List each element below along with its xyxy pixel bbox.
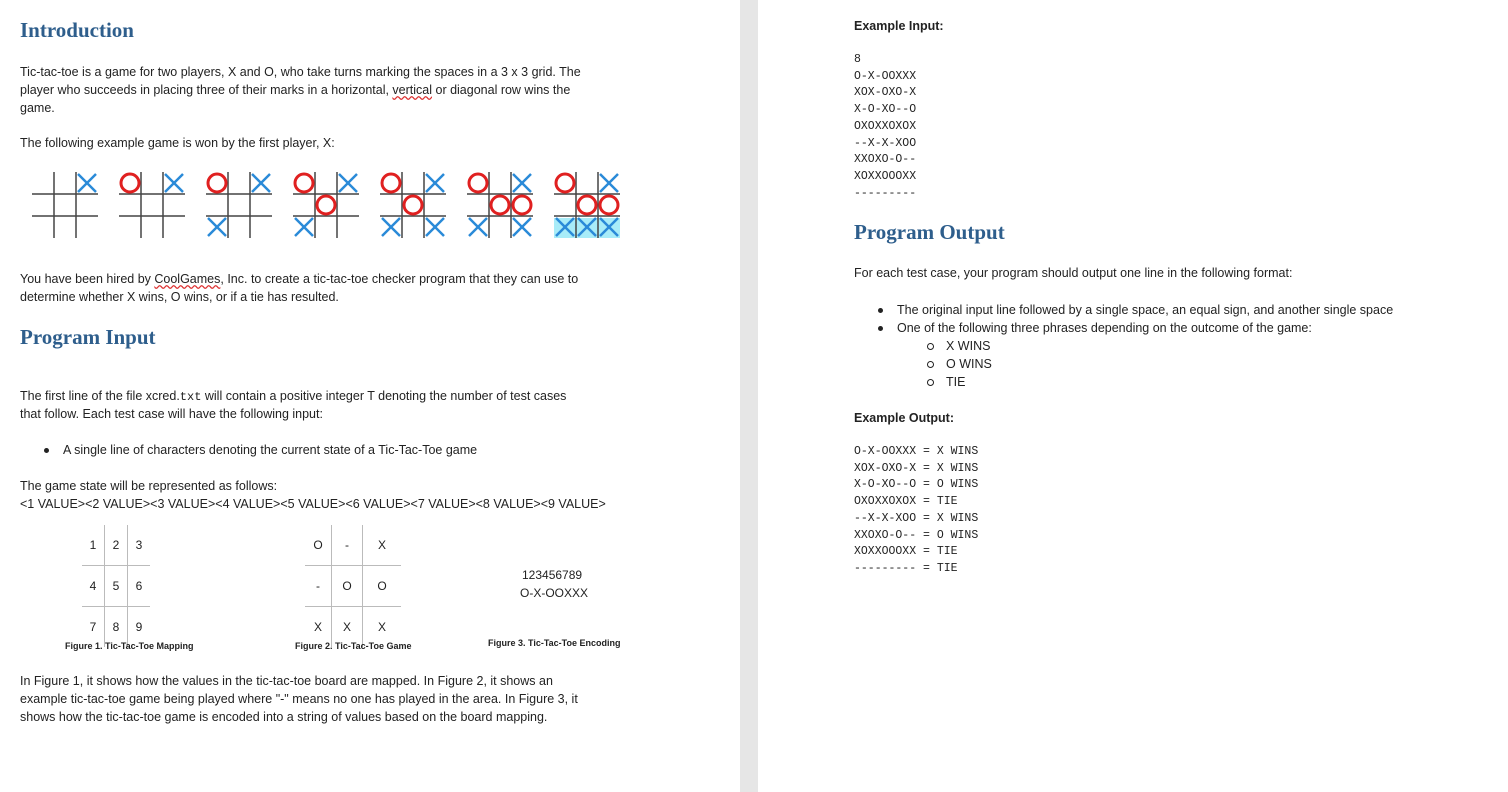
example-input-label: Example Input: (854, 19, 944, 33)
o-mark (469, 174, 487, 192)
example-input-line: 8 (854, 53, 861, 66)
o-mark (121, 174, 139, 192)
output-intro: For each test case, your program should output one line in the following format: (854, 266, 1293, 280)
right-page (758, 0, 1508, 792)
bullet-icon (878, 326, 883, 331)
spelling-flagged-word[interactable]: vertical (392, 83, 433, 97)
o-mark (317, 196, 335, 214)
figure-1-mapping-table (82, 525, 150, 647)
input-bullet-text: A single line of characters denoting the current state of a Tic-Tac-Toe game (63, 443, 478, 457)
output-subbullet (927, 355, 992, 373)
final-paragraph-line-1: In Figure 1, it shows how the values in the tic-tac-toe board are mapped. In Figure 2, it shows an (20, 674, 553, 688)
output-subbullet (927, 337, 990, 355)
example-output-line: --X-X-XOO = X WINS (854, 511, 979, 525)
o-mark (556, 174, 574, 192)
example-input-line: O-X-OOXXX (854, 69, 917, 83)
figure-3-encoding: O-X-OOXXX (520, 586, 589, 600)
example-output-line: XOX-OXO-X = X WINS (854, 461, 979, 475)
fig2-cell: X (332, 607, 363, 648)
fig1-cell: 8 (105, 607, 128, 648)
o-mark (404, 196, 422, 214)
o-mark (513, 196, 531, 214)
input-bullet (44, 441, 477, 459)
output-bullet (878, 301, 1393, 319)
board-4 (293, 172, 359, 238)
fig1-cell: 9 (135, 620, 143, 634)
output-bullet-text: One of the following three phrases depending on the outcome of the game: (897, 321, 1312, 335)
o-mark (578, 196, 596, 214)
example-output-line: XOXXOOOXX = TIE (854, 545, 958, 559)
fig2-cell: X (363, 525, 402, 566)
figure-2-caption: Figure 2. Tic-Tac-Toe Game (295, 641, 412, 651)
left-page (0, 0, 740, 792)
hired-text-part: You have been hired by (20, 272, 155, 286)
hired-paragraph-line-1 (20, 270, 578, 288)
fig1-cell: 7 (82, 607, 105, 648)
page-separator (740, 0, 758, 792)
fig2-cell: X (377, 620, 386, 634)
figure-2-game-table (305, 525, 401, 647)
example-input-line: XXOXO-O-- (854, 153, 917, 167)
fig2-cell: O (363, 566, 402, 607)
example-output-line: OXOXXOXOX = TIE (854, 495, 958, 509)
fig2-cell: O (305, 525, 332, 566)
hired-paragraph-line-2: determine whether X wins, O wins, or if a tie has resulted. (20, 290, 339, 304)
output-subbullet (927, 373, 965, 391)
figure-3-positions: 123456789 (522, 568, 583, 582)
figure-1-caption: Figure 1. Tic-Tac-Toe Mapping (65, 641, 194, 651)
hired-text-part: , Inc. to create a tic-tac-toe checker program that they can use to (220, 272, 579, 286)
fig1-cell: 3 (128, 525, 151, 566)
hollow-bullet-icon (927, 379, 934, 386)
output-subbullet-text: X WINS (946, 339, 991, 353)
fig2-cell: X (305, 607, 332, 648)
example-output-line: O-X-OOXXX = X WINS (854, 445, 979, 458)
example-output-line: --------- = TIE (854, 561, 958, 575)
final-paragraph-line-2: example tic-tac-toe game being played where "-" means no one has played in the area. In Figure 3, it (20, 692, 578, 706)
board-2 (119, 172, 185, 238)
o-mark (382, 174, 400, 192)
fig1-cell: 4 (82, 566, 105, 607)
fig2-cell: - (332, 525, 363, 566)
example-input-line: X-O-XO--O (854, 103, 917, 117)
intro-paragraph-line-3: game. (20, 101, 55, 115)
example-output-block (854, 444, 978, 578)
figure-3-caption: Figure 3. Tic-Tac-Toe Encoding (488, 638, 621, 648)
example-input-line: OXOXXOXOX (854, 119, 917, 133)
final-paragraph-line-3: shows how the tic-tac-toe game is encoded into a string of values based on the board mapping. (20, 710, 548, 724)
o-mark (600, 196, 618, 214)
intro-text-part: player who succeeds in placing three of their marks in a horizontal, (20, 83, 393, 97)
input-paragraph-line-2: that follow. Each test case will have the following input: (20, 407, 323, 421)
board-7 (554, 172, 620, 238)
example-input-block (854, 52, 916, 202)
fig1-cell: 6 (128, 566, 151, 607)
example-input-line: XOXXOOOXX (854, 169, 917, 183)
example-game-caption: The following example game is won by the first player, X: (20, 136, 335, 150)
hollow-bullet-icon (927, 361, 934, 368)
fig1-cell: 1 (82, 525, 105, 566)
example-game-boards (28, 168, 638, 246)
example-input-line: --------- (854, 186, 917, 200)
o-mark (491, 196, 509, 214)
intro-text-part: or diagonal row wins the (432, 83, 571, 97)
board-5 (380, 172, 446, 238)
state-line-1: The game state will be represented as follows: (20, 479, 278, 493)
bullet-icon (44, 448, 49, 453)
output-bullet (878, 319, 1312, 337)
fig1-cell: 5 (105, 566, 128, 607)
fig1-cell: 2 (105, 525, 128, 566)
intro-paragraph-line-1: Tic-tac-toe is a game for two players, X and O, who take turns marking the spaces in a 3 x 3 grid. The (20, 65, 581, 79)
example-output-line: X-O-XO--O = O WINS (854, 478, 979, 492)
fig2-cell: - (305, 566, 332, 607)
program-output-heading: Program Output (854, 220, 1005, 244)
bullet-icon (878, 308, 883, 313)
example-output-label: Example Output: (854, 411, 955, 425)
example-input-line: --X-X-XOO (854, 136, 917, 150)
o-mark (208, 174, 226, 192)
output-subbullet-text: O WINS (946, 357, 992, 371)
input-paragraph-line-1 (20, 387, 566, 406)
state-line-2: <1 VALUE><2 VALUE><3 VALUE><4 VALUE><5 VALUE><6 VALUE><7 VALUE><8 VALUE><9 VALUE> (20, 497, 606, 511)
fig2-cell: O (332, 566, 363, 607)
spelling-flagged-company[interactable]: CoolGames (154, 272, 221, 286)
input-text-part: The first line of the file xcred. (20, 389, 180, 403)
intro-paragraph-line-2 (20, 81, 570, 99)
o-mark (295, 174, 313, 192)
introduction-heading: Introduction (20, 18, 134, 42)
board-6 (467, 172, 533, 238)
output-bullet-text: The original input line followed by a single space, an equal sign, and another single space (897, 303, 1394, 317)
filename-extension: txt (179, 390, 202, 404)
board-3 (206, 172, 272, 238)
board-1 (32, 172, 98, 238)
example-input-line: XOX-OXO-X (854, 86, 917, 100)
input-text-part: will contain a positive integer T denoting the number of test cases (201, 389, 567, 403)
program-input-heading: Program Input (20, 325, 156, 349)
hollow-bullet-icon (927, 343, 934, 350)
example-output-line: XXOXO-O-- = O WINS (854, 528, 979, 542)
output-subbullet-text: TIE (946, 375, 966, 389)
